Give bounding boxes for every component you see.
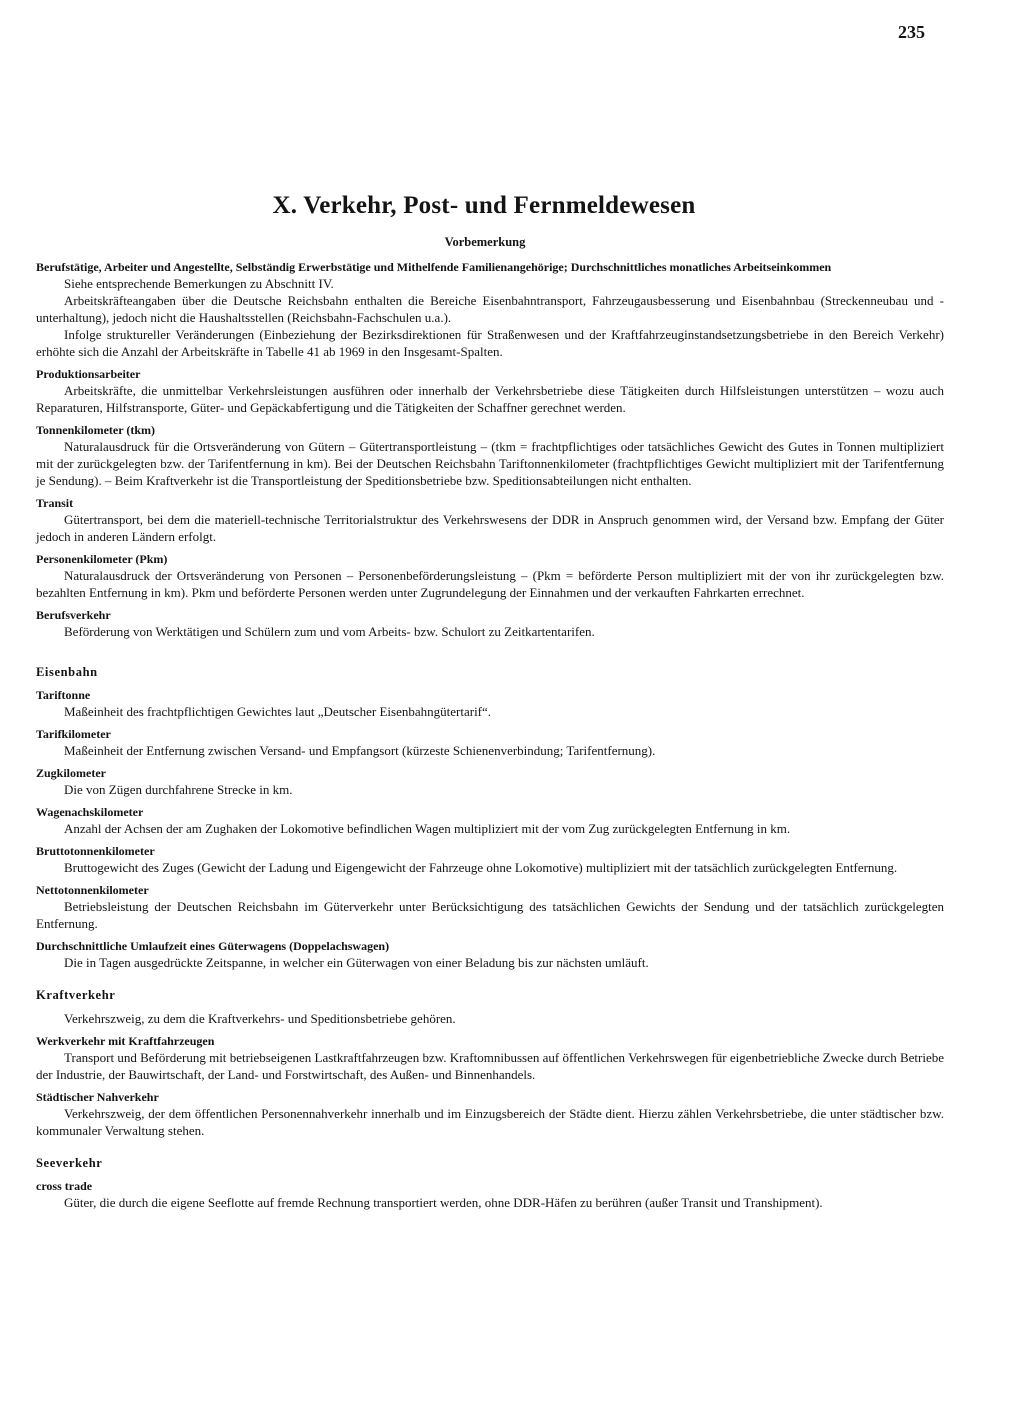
entry-title: Berufstätige, Arbeiter und Angestellte, Selbständig Erwerbstätige und Mithelfende Familienangehörige; Durchschnittliches monatliches Arbeitseinkommen bbox=[36, 260, 832, 274]
chapter-title: X. Verkehr, Post- und Fernmeldewesen bbox=[272, 191, 696, 219]
entry-umlaufzeit bbox=[36, 938, 944, 971]
entry-body bbox=[36, 275, 944, 360]
entry-body bbox=[36, 623, 944, 640]
entry-title: Personenkilometer (Pkm) bbox=[36, 552, 168, 566]
entry-body bbox=[36, 567, 944, 601]
entry-paragraph: Bruttogewicht des Zuges (Gewicht der Ladung und Eigengewicht der Fahrzeuge ohne Lokomotive) multipliziert mit der tatsächlich zurückgelegten Entfernung. bbox=[64, 860, 898, 875]
entry-title: Nettotonnenkilometer bbox=[36, 883, 149, 897]
entry-paragraph: Güter, die durch die eigene Seeflotte auf fremde Rechnung transportiert werden, ohne DDR-Häfen zu berühren (außer Transit und Transhipment). bbox=[64, 1195, 823, 1210]
entry-paragraph: Die in Tagen ausgedrückte Zeitspanne, in welcher ein Güterwagen von einer Beladung bis zur nächsten umläuft. bbox=[64, 955, 649, 970]
page-number: 235 bbox=[898, 22, 925, 42]
entry-cross-trade bbox=[36, 1178, 944, 1211]
entry-paragraph: Betriebsleistung der Deutschen Reichsbahn im Güterverkehr unter Berücksichtigung des tatsächlichen Gewichts der Sendung und der tatsächlich zurückgelegten Entfernung. bbox=[36, 899, 944, 931]
seeverkehr-entries bbox=[36, 1178, 944, 1211]
entry-wagenachskilometer bbox=[36, 804, 944, 837]
entry-title: Zugkilometer bbox=[36, 766, 106, 780]
entry-body bbox=[36, 438, 944, 489]
entry-body bbox=[36, 742, 944, 759]
entry-paragraph: Arbeitskräfte, die unmittelbar Verkehrsleistungen ausführen oder innerhalb der Verkehrsbetriebe diese Tätigkeiten durch Hilfsleistungen unterstützen – wozu auch Reparaturen, Hilfstransporte, Güter- und Gepäckabfertigung und die Tätigkeiten der Schaffner gerechnet werden. bbox=[36, 383, 944, 415]
page-content bbox=[36, 234, 944, 1217]
section-heading-kraftverkehr: Kraftverkehr bbox=[36, 988, 116, 1002]
entry-paragraph: Naturalausdruck der Ortsveränderung von Personen – Personenbeförderungsleistung – (Pkm = beförderte Person multipliziert mit der von ihr zurückgelegten bzw. bezahlten Entfernung in km). Pkm und beförderte Personen werden unter Zugrundelegung der Einnahmen und der verkauften Fahrkarten errechnet. bbox=[36, 568, 944, 600]
entry-tonnenkilometer bbox=[36, 422, 944, 489]
entry-paragraph: Transport und Beförderung mit betriebseigenen Lastkraftfahrzeugen bzw. Kraftomnibussen auf öffentlichen Verkehrswegen für eigenbetriebliche Zwecke durch Betriebe der Industrie, der Bauwirtschaft, der Land- und Forstwirtschaft, des Außen- und Binnenhandels. bbox=[36, 1050, 944, 1082]
eisenbahn-entries bbox=[36, 687, 944, 971]
entry-body bbox=[36, 382, 944, 416]
entry-title: cross trade bbox=[36, 1179, 93, 1193]
entry-staedtischer-nahverkehr bbox=[36, 1089, 944, 1139]
section-heading-seeverkehr: Seeverkehr bbox=[36, 1156, 103, 1170]
entry-body bbox=[36, 1105, 944, 1139]
entry-paragraph: Maßeinheit der Entfernung zwischen Versand- und Empfangsort (kürzeste Schienenverbindung; Tarifentfernung). bbox=[64, 743, 656, 758]
entry-body bbox=[36, 1010, 944, 1027]
entry-body bbox=[36, 1049, 944, 1083]
entry-nettotonnenkilometer bbox=[36, 882, 944, 932]
general-entries bbox=[36, 259, 944, 640]
entry-body bbox=[36, 820, 944, 837]
entry-title: Bruttotonnenkilometer bbox=[36, 844, 155, 858]
entry-werkverkehr bbox=[36, 1033, 944, 1083]
entry-paragraph: Siehe entsprechende Bemerkungen zu Abschnitt IV. bbox=[64, 276, 334, 291]
entry-berufstaetige bbox=[36, 259, 944, 360]
entry-title: Städtischer Nahverkehr bbox=[36, 1090, 159, 1104]
entry-paragraph: Verkehrszweig, der dem öffentlichen Personennahverkehr innerhalb und im Einzugsbereich der Städte dient. Hierzu zählen Verkehrsbetriebe, die unter städtischer bzw. kommunaler Verwaltung stehen. bbox=[36, 1106, 944, 1138]
entry-body bbox=[36, 703, 944, 720]
entry-paragraph: Infolge struktureller Veränderungen (Einbeziehung der Bezirksdirektionen für Straßenwesen und der Kraftfahrzeuginstandsetzungsbetriebe in den Bereich Verkehr) erhöhte sich die Anzahl der Arbeitskräfte in Tabelle 41 ab 1969 in den Insgesamt-Spalten. bbox=[36, 327, 944, 359]
entry-body bbox=[36, 781, 944, 798]
entry-paragraph: Arbeitskräfteangaben über die Deutsche Reichsbahn enthalten die Bereiche Eisenbahntransport, Fahrzeugausbesserung und Eisenbahnbau (Streckenneubau und -unterhaltung), jedoch nicht die Haushaltsstellen (Reichsbahn-Fachschulen u.a.). bbox=[36, 293, 944, 325]
entry-transit bbox=[36, 495, 944, 545]
entry-title: Produktionsarbeiter bbox=[36, 367, 141, 381]
entry-title: Tarifkilometer bbox=[36, 727, 111, 741]
section-heading-eisenbahn: Eisenbahn bbox=[36, 665, 98, 679]
entry-body bbox=[36, 898, 944, 932]
entry-title: Berufsverkehr bbox=[36, 608, 111, 622]
kraftverkehr-entries bbox=[36, 1033, 944, 1139]
entry-paragraph: Gütertransport, bei dem die materiell-technische Territorialstruktur des Verkehrswesens der DDR in Anspruch genommen wird, der Versand bzw. Empfang der Güter jedoch in anderen Ländern erfolgt. bbox=[36, 512, 944, 544]
entry-title: Durchschnittliche Umlaufzeit eines Güterwagens (Doppelachswagen) bbox=[36, 939, 390, 953]
entry-title: Tonnenkilometer (tkm) bbox=[36, 423, 156, 437]
entry-title: Werkverkehr mit Kraftfahrzeugen bbox=[36, 1034, 215, 1048]
entry-berufsverkehr bbox=[36, 607, 944, 640]
kraftverkehr-intro bbox=[36, 1010, 944, 1027]
entry-paragraph: Anzahl der Achsen der am Zughaken der Lokomotive befindlichen Wagen multipliziert mit der vom Zug zurückgelegten Entfernung in km. bbox=[64, 821, 791, 836]
entry-title: Wagenachskilometer bbox=[36, 805, 144, 819]
entry-body bbox=[36, 859, 944, 876]
entry-title: Tariftonne bbox=[36, 688, 91, 702]
entry-paragraph: Maßeinheit des frachtpflichtigen Gewichtes laut „Deutscher Eisenbahngütertarif“. bbox=[64, 704, 492, 719]
entry-paragraph: Beförderung von Werktätigen und Schülern zum und vom Arbeits- bzw. Schulort zu Zeitkartentarifen. bbox=[64, 624, 595, 639]
entry-body bbox=[36, 511, 944, 545]
entry-body bbox=[36, 1194, 944, 1211]
entry-paragraph: Verkehrszweig, zu dem die Kraftverkehrs- und Speditionsbetriebe gehören. bbox=[64, 1011, 456, 1026]
entry-title: Transit bbox=[36, 496, 74, 510]
entry-bruttotonnenkilometer bbox=[36, 843, 944, 876]
entry-produktionsarbeiter bbox=[36, 366, 944, 416]
entry-paragraph: Die von Zügen durchfahrene Strecke in km. bbox=[64, 782, 293, 797]
entry-body bbox=[36, 954, 944, 971]
entry-tariftonne bbox=[36, 687, 944, 720]
entry-personenkilometer bbox=[36, 551, 944, 601]
prelim-heading: Vorbemerkung bbox=[444, 235, 526, 249]
entry-zugkilometer bbox=[36, 765, 944, 798]
entry-paragraph: Naturalausdruck für die Ortsveränderung von Gütern – Gütertransportleistung – (tkm = frachtpflichtiges oder tatsächliches Gewicht des Gutes in Tonnen multipliziert mit der zurückgelegten bzw. der Tarifentfernung in km). Bei der Deutschen Reichsbahn Tariftonnenkilometer (frachtpflichtiges Gewicht multipliziert mit der Tarifentfernung je Sendung). – Beim Kraftverkehr ist die Transportleistung der Speditionsbetriebe bzw. Speditionsabteilungen nicht enthalten. bbox=[36, 439, 944, 488]
entry-tarifkilometer bbox=[36, 726, 944, 759]
